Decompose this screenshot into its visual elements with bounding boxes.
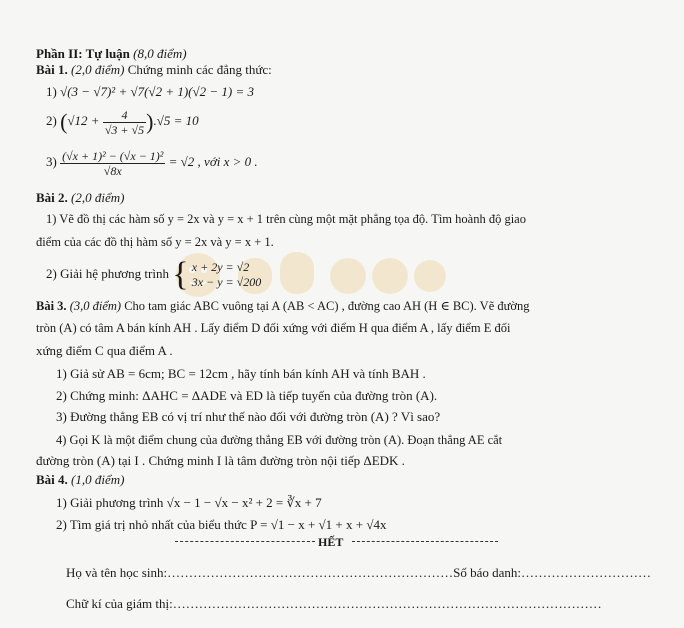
- bai3-q1: 1) Giả sử AB = 6cm; BC = 12cm , hãy tính bán kính AH và tính BAH .: [56, 366, 426, 381]
- bai3-l1-text: Cho tam giác ABC vuông tại A (AB < AC) , đường cao AH (H ∈ BC). Vẽ đường: [121, 299, 530, 313]
- bai3-l1: [36, 298, 530, 314]
- footer-student-line: [66, 565, 651, 581]
- part-title: Phần II: Tự luận: [36, 46, 130, 61]
- bai1-text: Chứng minh các đẳng thức:: [127, 62, 272, 77]
- bai3-q3: 3) Đường thẳng EB có vị trí như thế nào đối với đường tròn (A) ? Vì sao?: [56, 409, 441, 424]
- part-header: [36, 46, 187, 62]
- bai1-points: (2,0 điểm): [71, 62, 125, 77]
- bai1-item3-rest: = √2 , với x > 0 .: [168, 154, 258, 169]
- part-points: (8,0 điểm): [133, 46, 187, 61]
- bai1-item3-fraction: [60, 149, 165, 178]
- bai1-label: Bài 1.: [36, 62, 68, 77]
- sbd-label: Số báo danh:: [453, 565, 521, 580]
- bai2-eq2: 3x − y = √200: [191, 275, 262, 290]
- bai1-item3: [46, 146, 258, 178]
- bai3-label: Bài 3.: [36, 299, 67, 313]
- bai3-q2: 2) Chứng minh: ΔAHC = ΔADE và ED là tiếp tuyến của đường tròn (A).: [56, 388, 438, 403]
- bai2-eq1: x + 2y = √2: [191, 260, 250, 275]
- sbd-dots: …………………………: [520, 565, 651, 580]
- bai2-p2: [46, 256, 261, 292]
- bai4-q1: 1) Giải phương trình √x − 1 − √x − x² + 2 = ∛x + 7: [56, 495, 322, 510]
- bai4-points: (1,0 điểm): [71, 472, 125, 487]
- bai2-p1a: 1) Vẽ đồ thị các hàm số y = 2x và y = x + 1 trên cùng một mặt phẳng tọa độ. Tìm hoành độ giao: [46, 212, 526, 226]
- bai1-item1-expression: √(3 − √7)² + √7(√2 + 1)(√2 − 1) = 3: [60, 84, 255, 99]
- het-dash-left: [175, 541, 315, 542]
- bai1-item3-number: 3): [46, 154, 57, 169]
- bai1-item2-open-paren: (: [60, 109, 68, 135]
- bai2-header: [36, 190, 124, 206]
- het-dash-right: [352, 541, 498, 542]
- bai1-item2-close-paren: ): [146, 109, 154, 135]
- system-brace: {: [172, 256, 189, 294]
- bai2-p1b: điểm của các đồ thị hàm số y = 2x và y = x + 1.: [36, 235, 274, 249]
- bai3-l3: xứng điểm C qua điểm A .: [36, 343, 173, 358]
- bai2-label: Bài 2.: [36, 190, 68, 205]
- bai3-q4b: đường tròn (A) tại I . Chứng minh I là tâm đường tròn nội tiếp ΔEDK .: [36, 453, 405, 468]
- bai1-item2-fraction: [103, 108, 146, 137]
- het-text: HẾT: [318, 535, 344, 549]
- bai3-q4a: 4) Gọi K là một điểm chung của đường thẳng EB với đường tròn (A). Đoạn thẳng AE cắt: [56, 433, 503, 447]
- bai1-item2-denominator: √3 + √5: [104, 122, 145, 137]
- bai1-item1: [46, 84, 254, 100]
- bai3-points: (3,0 điểm): [69, 299, 122, 313]
- bai4-label: Bài 4.: [36, 472, 68, 487]
- bai2-system: [192, 260, 261, 290]
- bai1-item3-denominator: √8x: [60, 163, 165, 178]
- student-name-label: Họ và tên học sinh:: [66, 565, 168, 580]
- bai1-header: [36, 62, 272, 78]
- bai3-l2: tròn (A) có tâm A bán kính AH . Lấy điểm D đối xứng với điểm H qua điểm A , lấy điểm E đối: [36, 321, 511, 335]
- bai1-item3-numerator: (√x + 1)² − (√x − 1)²: [62, 148, 164, 163]
- student-name-dots: …………………………………………………………: [167, 565, 454, 580]
- bai4-q2: 2) Tìm giá trị nhỏ nhất của biểu thức P = √1 − x + √1 + x + √4x: [56, 517, 387, 532]
- bai1-item2-rest: .√5 = 10: [153, 113, 199, 128]
- sign-label: Chữ kí của giám thị:: [66, 596, 173, 611]
- footer-sign-line: [66, 596, 602, 612]
- bai1-item2-numerator: 4: [121, 107, 128, 122]
- bai2-points: (2,0 điểm): [71, 190, 125, 205]
- bai1-item2-number: 2): [46, 113, 57, 128]
- bai1-item1-number: 1): [46, 84, 57, 99]
- sign-dots: ………………………………………………………………………………………: [172, 596, 602, 611]
- bai4-header: [36, 472, 124, 488]
- bai1-item2: [46, 106, 199, 137]
- bai2-p2-text: 2) Giải hệ phương trình: [46, 266, 169, 281]
- bai1-item2-sqrt12: √12 +: [67, 113, 100, 128]
